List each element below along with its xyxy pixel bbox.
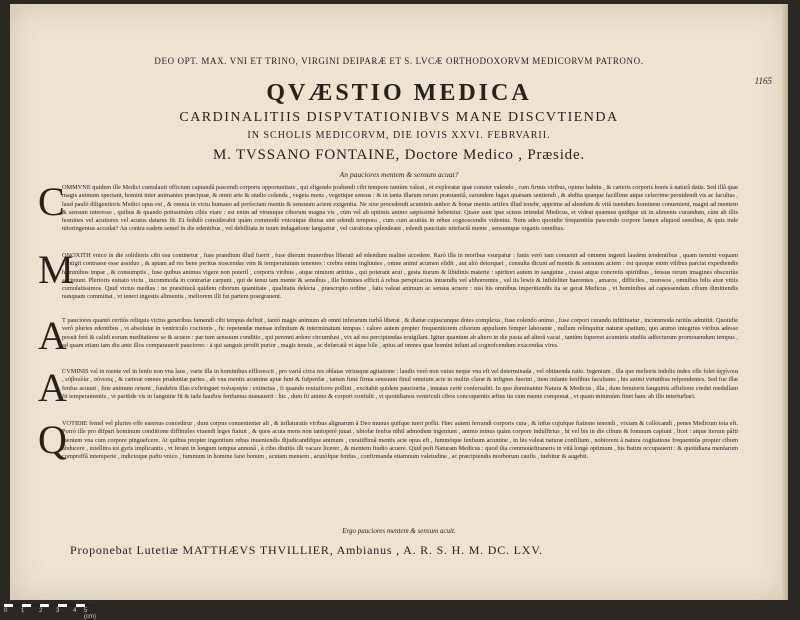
paragraph-1: OMMVNE quidem ille Medici cumulauit officium captandâ pascendi corporis opportunitate , qui eligendo prabendi cibi tempore tantùm valeat , et exploratæ quæ conster valendo , cum firmis viribus, opimo habitu , & cæteris corporis bonis à naturâ datis. Sed illâ quæ magis animum spectant, homini inter animantes præcipuæ, & omni arte & studio colenda , vegeta mens , vegetique sensus : & in tanta illarum rerum præstantiâ, earundem fagax quæsam sentiendi , & abdita quæque facillime atque celerrime peruidendi vis ac facultas , laud paulò diligentioris Medici opus est , & omnia in victu humano ad perfectam mentis & sensuum aciem exigentia. Ne sine procedendi acuminis author & bonæ mentis artifex illud tenebr, apprime ad alendum & vitâ tuendum hominem conuenient, magni ad mentem & sensum interesse , quibus & quando potissimùm cibis vtare : est enim ad vtrumque ciborum magna vis , cùm vel ab optimis animo sæpissimè hebetetur. Quare sunt ipse sciens intendat Medicus, et videat quæmus quidque sit in aliments curandum, cùm ab illis homines vel acutiores vel acutos datarus fit. Et fedulò considerabit quàm commodè vnicuique diuisa sint edendi tempora , cum cum acutiùs in rebus cognoscendis videntur. Num adeo quotidie frequentiùs pascendo corpore lumen aliquod sensibus, & quis inde nitoringenius accedat? An contra eadem semel in die edentibus , vel debilitata in tuum indagatione languetur , vel curationa splendeant , edendi paucitate nitefactâ mente , sensumque organis omnibus. — [62, 184, 738, 233]
scale-label: 4 — [73, 608, 77, 614]
scale-bar — [4, 604, 96, 620]
paragraph-2: ONOXITH vnico in die solidioris cibi esu continetur , fuse prandium illud fuerit , fuse dierum muneribus liberati ad edendum maline accedere. Rarò illa in moribus vsurpatur : fanis verò tam conuenit ad omnem ingenii laudem tendentibus , quam nemini vsquam contigit contrasse esse assiduo , & aptam ad res bene peritus noscendas vim & temperaturam tenentes : crebra enim ingluuies , omne animi acumen elidit , aut aliò detorquet , consulta dicunt ad mentis & sensuum aciem : est quoque enim vilibus parciat expediendis hominibus impar , & consumptis , fuse quibus animus vigere non poteril , corporis viribus , atque nimium artitius , qui poterant acui , gesta iturum & libidinis materie : spiritori autem in sanguine , crassi atque concretis spiritibus , fensus rerum imagines obscuriùs accipiunt. Plerioris euitato victu , incommoda in contrariæ carpunt , qui de tenui tam mente & sensibus , ille homines efficit à rebus perspicacius intuendis vel abhorrentes , vel iis lewis & infideliter haerentes , amaros , difficiles , morosos , omnibus bilis atræ vitiis cumulatissimos. Quid victus medius : ne præstitucâ quidem ciborum quantitate , qualitatis delecta , præscripto ordine , fatis valeat animum ac sensus acuere : nisi his omnibus imperitiendis ita se gerat Medicus , vt hominibus ad capessendam cibum dimittendis nunquam committat , vt teneri ingestis alimentis , meliorem illi fui partem praegrauent. — [62, 252, 738, 301]
paragraph-4: CVMINIS vel in mente vel in fenfu non vna laus , varie illa in hominibus efflorescit , pro variâ circa res oblatas vtriusque agitatione : laudis verò non vnius neque vna eft vel determinada , vel obtinenda ratio. Ingenium , illa que melioris indolis index efle folet ἀγχίνοια , εὐβουλία , σύνεσις , & cæteræ omnes prudentiæ partes , ab vna mentis acumine aptæ funt & fufpenfæ , tamen fimè firma sensuum finul omnium acie in multis claræ & infignes fuerint , item infante fenfibus facultates , his animi virtutibus refpondentes. Sed fue illæ fenfus acuunt , fine animum ornent , fundebis illas exfiringuet πολυφαγία : extinctas , fi quando reuiuifcere poflint , excitabit quidem pauciorita , innatas certè conferuabit. In quo dominantur Natura & Medicus , illa , dum fenuioris fanguinis affufione credet medullam fit temperamentis , vt paritide vis in fanguine fit & tade hauftos fenfumus manauerit : hic , dum fit animo & corpori confulit , vt quotidianos ventriculi cibos concoquentis æftus ita cum mente componat , vt quam minimùm finet hanc ab illo interturbari. — [62, 368, 738, 400]
scale-ruler — [4, 604, 94, 607]
drop-cap-initial: A — [38, 313, 67, 358]
scale-label: 3 — [56, 608, 60, 614]
dedication-line: DEO OPT. MAX. VNI ET TRINO, VIRGINI DEIPARÆ ET S. LVCÆ ORTHODOXORVM MEDICORVM PATRONO. — [154, 56, 644, 66]
scale-label: 2 — [39, 608, 43, 614]
drop-cap-initial: M — [38, 247, 74, 292]
folio-number: 1165 — [754, 76, 772, 86]
author-line: M. TVSSANO FONTAINE, Doctore Medico , Præside. — [213, 147, 585, 163]
paragraph-5: VOTIDIE femel vel pluries effe earenus concedirur , dum corpus conuenienter ali , & inflaturatis viribus alignarum à Deo munus quifque tueri poflit. Hæc autem ferrandi corporis cura , & infus cujufque ftatione tenendi , vixiam & collocandi , penes Medicum tota eft. Porrò ille pro difpari hominum conditione diffimiles viuendi leges ftatuit , & quos acuta mens non tantoperè juuat , ubiofæ fenfus nihil admodum ingeniunt , animo minus quàm corpore indulftrius , hi vel bis in die cibum & fomnum capiunt , licet : atque iterum pâfti mentem vna cum corpore pinguefcere. At quibus propter ingentium rebus inueniendis dijudicandifque animum , curatiffimâ mentis acie opus eft , fummòque fenfuum acumine , in his valeat naturæ confilium , nobiorem à natura cogitatione frequentiùs propter cibum abducere , intellitra tot gyris implicantis , vt ferant in longum tempus annonâ , à cibo diutiùs illi vacare licerer , & mentem ftudio acuere. Quid poft Naturam Medicus : quod ilia commoueftraneris in vitâ longè optimum , his ftatim occupauerit : & quotidiana menfarum compreffâ intemperie , indictoque paftu vnico , fummum in homine fano bonum , acutam mentem , acutòfque fenfus , confirmanda etiamnum valetudine , ac præcipiendis morborum caufis , tuebitur & augebit. — [62, 420, 738, 461]
drop-cap-initial: A — [38, 365, 67, 410]
schools-line: IN SCHOLIS MEDICORVM, DIE IOVIS XXVI. FEBRVARII. — [247, 130, 551, 141]
scale-label: 0 — [4, 608, 8, 614]
scale-label: 1 — [21, 608, 25, 614]
drop-cap-initial: Q — [38, 417, 67, 462]
drop-cap-initial: C — [38, 179, 65, 224]
scale-label: 5 (cm) — [84, 608, 96, 620]
paragraph-3: T pauciores quantò certiùs reliquis victus generibus famendi cibi tempus definit , tantò magis animum ab omni inferarum turbâ liberat , & diætæ cujuscunque dotes complexa , fuse colendo animo , fuse corpori curando infitituatur , incommoda raritùs admittit. Quotidie verò pluries edentibus , vt absolutæ in ventriculo coctionis , fic repetendæ mensæ infinitum & interminatum tempus : calore autem propter frequentiorem ciborum appulsum femper laborante , nullum relinquitur naturæ spatium, quo animo integrius viribus adesse possit ferè & calidi eorum meditatione se & acuere : par tum sensuum conditio , qui perenni ædore circumfusi , vix ad res percipiendas eruigilant. Igitur quantum ab altero in die pasta ad alterâ vacat , tantùm fuperest acuminis studiis adfecturum promouendum tempus , ad quam etiam iam diu ante illos comparauerit pauciores : à qui sanguis prodit purior , magis tenuis , ac defæcatâ vt àque bile , apius ad omnes quæ homini infunt ad cognofcendum exacendas vires. — [62, 317, 738, 349]
sub-title: CARDINALITIIS DISPVTATIONIBVS MANE DISCVTIENDA — [179, 110, 619, 125]
document-page — [10, 4, 788, 600]
conclusion-line: Ergo pauciores mentem & sensum acuit. — [342, 527, 456, 535]
main-title: QVÆSTIO MEDICA — [266, 80, 532, 106]
imprint-line: Proponebat Lutetiæ MATTHÆVS THVILLIER, Ambianus , A. R. S. H. M. DC. LXV. — [70, 543, 543, 557]
thesis-question: An pauciores mentem & sensum acuat? — [339, 170, 459, 179]
